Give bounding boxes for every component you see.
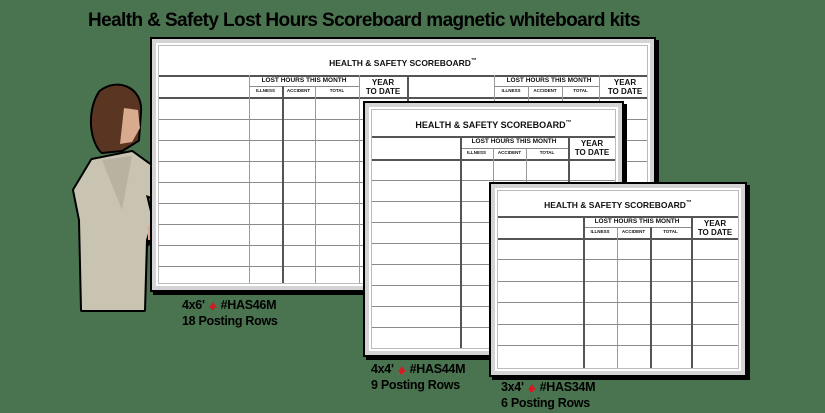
total-header: TOTAL (663, 229, 678, 234)
rows-label: 18 Posting Rows (182, 314, 278, 328)
to-date-header-right: TO DATE (607, 87, 643, 96)
rows-label: 9 Posting Rows (371, 378, 460, 392)
illness-header-right: ILLNESS (501, 88, 521, 93)
accident-header: ACCIDENT (497, 150, 522, 155)
illness-header: ILLNESS (255, 88, 275, 93)
size-label: 4x6' (182, 298, 205, 312)
sku-label[interactable]: #HAS34M (539, 380, 596, 394)
lost-hours-header: LOST HOURS THIS MONTH (594, 218, 680, 225)
total-header-right: TOTAL (573, 88, 588, 93)
year-header: YEAR (371, 78, 395, 87)
accident-header: ACCIDENT (621, 229, 646, 234)
board-3x4 (491, 184, 745, 375)
year-header: YEAR (703, 219, 727, 228)
to-date-header: TO DATE (365, 87, 401, 96)
lost-hours-header: LOST HOURS THIS MONTH (471, 138, 557, 145)
illness-header: ILLNESS (466, 150, 486, 155)
size-label: 4x4' (371, 362, 394, 376)
total-header: TOTAL (539, 150, 555, 155)
board-title: HEALTH & SAFETY SCOREBOARD™ (544, 200, 692, 210)
size-label: 3x4' (501, 380, 524, 394)
red-arrow-icon (209, 302, 217, 308)
red-arrow-icon (528, 384, 536, 390)
to-date-header: TO DATE (574, 148, 610, 157)
total-header: TOTAL (329, 88, 345, 93)
lost-hours-header-right: LOST HOURS THIS MONTH (506, 77, 592, 84)
year-header: YEAR (580, 139, 604, 148)
year-header-right: YEAR (613, 78, 637, 87)
rows-label: 6 Posting Rows (501, 396, 590, 410)
lost-hours-header: LOST HOURS THIS MONTH (261, 77, 347, 84)
caption-3x4 (501, 379, 595, 411)
board-title: HEALTH & SAFETY SCOREBOARD™ (415, 120, 572, 130)
board-title: HEALTH & SAFETY SCOREBOARD™ (329, 58, 477, 68)
sku-label[interactable]: #HAS44M (409, 362, 466, 376)
caption-4x4 (371, 361, 465, 393)
accident-header: ACCIDENT (286, 88, 311, 93)
red-arrow-icon (398, 366, 406, 372)
accident-header-right: ACCIDENT (533, 88, 557, 93)
to-date-header: TO DATE (697, 228, 733, 237)
page-title: Health & Safety Lost Hours Scoreboard magnetic whiteboard kits (88, 10, 640, 31)
illness-header: ILLNESS (590, 229, 610, 234)
caption-4x6 (182, 297, 278, 329)
sku-label[interactable]: #HAS46M (220, 298, 277, 312)
